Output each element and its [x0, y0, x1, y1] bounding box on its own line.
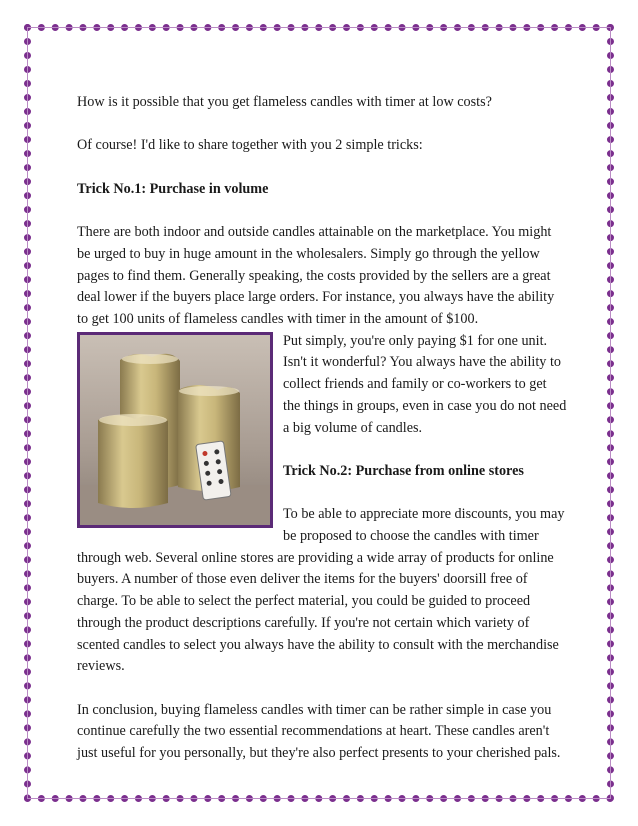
share-paragraph: Of course! I'd like to share together with you 2 simple tricks: [77, 137, 423, 154]
document-body [77, 92, 567, 786]
intro-paragraph: How is it possible that you get flameless candles with timer at low costs? [77, 94, 492, 110]
trick2-heading: Trick No.2: Purchase from online stores [283, 462, 524, 479]
trick1-paragraph: There are both indoor and outside candles attainable on the marketplace. You might be urged to buy in huge amount in the wholesalers. Simply go through the yellow pages to find them. Generally speaking, the costs provided by the sellers are a great deal lower if the buyers place large orders. For instance, you always have the ability to get 100 units of flameless candles with timer in the amount of $100. [77, 224, 555, 327]
candles-image [80, 335, 270, 525]
candles-photo [77, 332, 273, 528]
trick2-paragraph: To be able to appreciate more discounts, you may be proposed to choose the candles with timer through web. Several online stores are providing a wide array of products for online buyers. A number of those even deliver the items for the buyers' doorsill free of charge. To be able to select the perfect material, you could be guided to proceed through the product descriptions carefully. If you're not certain which variety of scented candles to select you always have the ability to consult with the merchandise reviews. [77, 506, 565, 675]
trick1-continued: Put simply, you're only paying $1 for one unit. Isn't it wonderful? You always have the ability to collect friends and family or co-workers to get the things in groups, even in case you do not need a big volume of candles. [283, 332, 567, 436]
conclusion-paragraph: In conclusion, buying flameless candles with timer can be rather simple in case you continue carefully the two essential recommendations at heart. These candles aren't just useful for you personally, but they're also perfect presents to your cherished pals. [77, 701, 561, 761]
trick1-heading: Trick No.1: Purchase in volume [77, 180, 269, 197]
